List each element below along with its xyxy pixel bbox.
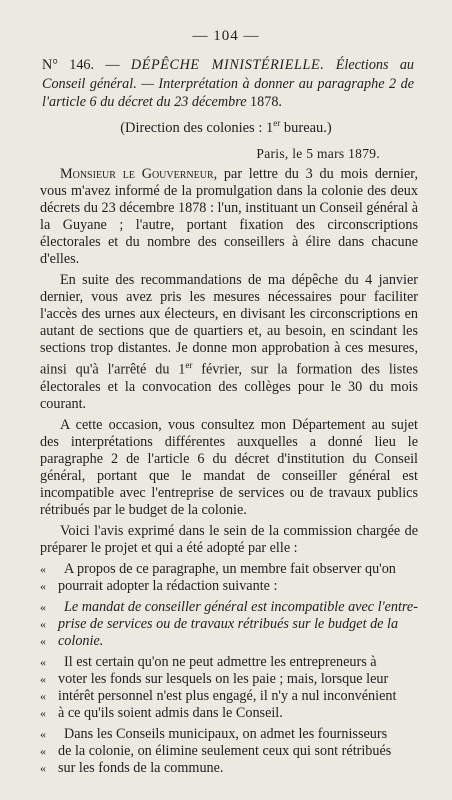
paragraph-4: Voici l'avis exprimé dans le sein de la commission chargée de préparer le projet et qui a été adopté par elle : [40,522,418,556]
paragraph-2-sup: er [185,360,193,370]
quote-mark: « [40,633,46,648]
quote-2 [40,599,418,650]
quote-text: prise de services ou de travaux rétribués sur le budget de la [58,615,399,632]
quote-text: Le mandat de conseiller général est incompatible avec l'entre- [64,598,418,615]
quote-4 [40,726,418,777]
quote-3 [40,654,418,722]
page-number: — 104 — [192,28,260,44]
quote-text: intérêt personnel n'est plus engagé, il n'y a nul inconvénient [58,687,397,704]
quote-text: de la colonie, on élimine seulement ceux qui sont rétribués [58,742,392,759]
quote-line [40,725,388,742]
paragraph-2-text: En suite des recommandations de ma dépêche du 4 janvier dernier, vous avez pris les mesures nécessaires pour faciliter l'accès des urnes aux électeurs, en divisant les circonscriptions en autant de sections que de quartiers et, au besoin, en scindant les sections trop distantes. Je donne mon approbation à ces mesures, ainsi qu'à l'arrêté du 1 [40,272,418,378]
dispatch-number: N° 146. — [42,57,120,73]
quote-mark: « [40,654,46,669]
quote-line [40,653,377,670]
quote-mark: « [40,671,46,686]
quote-text: à ce qu'ils soient admis dans le Conseil. [58,704,283,721]
salutation: Monsieur le Gouverneur, [60,166,218,182]
quote-mark: « [40,688,46,703]
quote-line [40,687,397,704]
quote-line [40,577,278,594]
quote-line [40,560,396,577]
quote-line [40,759,224,776]
quote-text: Il est certain qu'on ne peut admettre les entrepreneurs à [64,653,377,670]
quote-text: Dans les Conseils municipaux, on admet les fournisseurs [64,725,388,742]
quote-mark: « [40,705,46,720]
quote-mark: « [40,616,46,631]
paragraph-1 [40,166,418,268]
quote-mark: « [40,578,46,593]
quote-line [40,742,392,759]
quote-line [40,632,104,649]
quote-text: sur les fonds de la commune. [58,759,224,776]
quote-mark: « [40,561,46,576]
quote-mark: « [40,743,46,758]
paragraph-1-text: par lettre du 3 du mois dernier, vous m'avez informé de la promulgation dans la colonie des deux décrets du 23 décembre 1878 : l'un, instituant un Conseil général à la Guyane ; l'autre, portant fixation des circonscriptions électorales et du nombre des conseillers à élire dans chacune d'elles. [40,166,418,267]
quote-text: colonie. [58,632,104,649]
direction-text: (Direction des colonies : 1 [120,119,274,136]
quote-line [40,615,399,632]
dispatch-year: 1878. [250,94,282,110]
quote-mark: « [40,726,46,741]
quote-line [40,704,283,721]
paragraph-2-text-end: février, sur la formation des listes électorales et la convocation des collèges pour le 30 du mois courant. [40,361,418,412]
quote-text: pourrait adopter la rédaction suivante : [58,577,278,594]
quote-text: A propos de ce paragraphe, un membre fait observer qu'on [64,560,396,577]
quote-line [40,598,418,615]
quote-text: voter les fonds sur lesquels on les paie ; mais, lorsque leur [58,670,389,687]
quote-line [40,670,389,687]
quote-mark: « [40,760,46,775]
direction-sup: er [273,118,281,128]
quote-1 [40,561,418,595]
dispatch-title: DÉPÊCHE MINISTÉRIELLE. [130,57,325,73]
paragraph-2 [40,272,418,413]
direction-line [0,118,452,137]
dispatch-heading [42,56,414,112]
direction-text-end: bureau.) [280,119,332,136]
quote-mark: « [40,599,46,614]
date-line: Paris, le 5 mars 1879. [256,146,380,161]
paragraph-3: A cette occasion, vous consultez mon Département au sujet des interprétations différentes auxquelles a donné lieu le paragraphe 2 de l'article 6 du décret d'institution du Conseil général, portant que le mandat de conseiller général est incompatible avec l'entreprise de services ou de travaux publics rétribués par le budget de la colonie. [40,416,418,518]
letter-body [40,166,418,777]
dispatch-subject: Élections au Conseil général. — Interprétation à donner au paragraphe 2 de l'article 6 du décret du 23 décembre [42,57,415,110]
